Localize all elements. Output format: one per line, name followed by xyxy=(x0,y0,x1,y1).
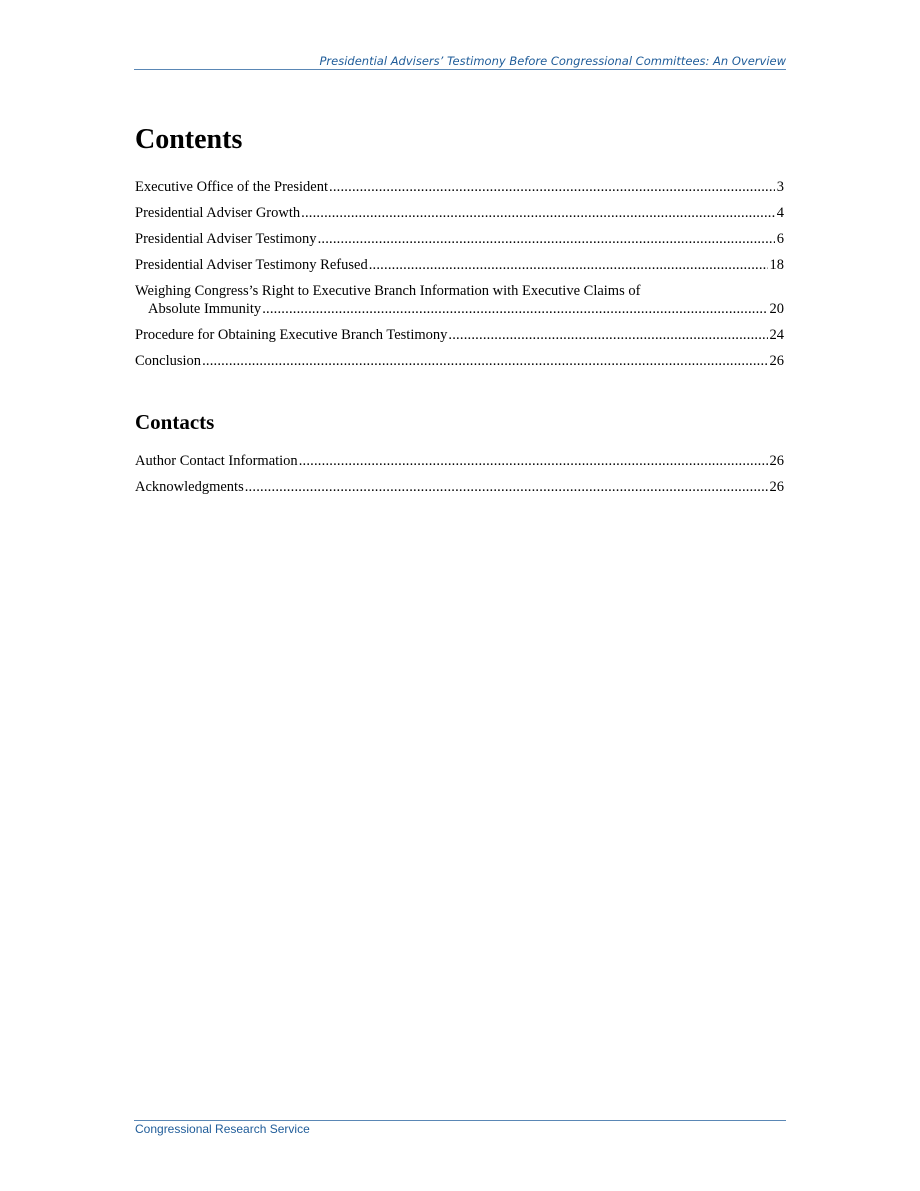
toc-entry-label: Procedure for Obtaining Executive Branch Testimony xyxy=(135,327,448,343)
dot-leader xyxy=(299,452,768,470)
contents-list xyxy=(135,178,784,378)
toc-entry-adviser-growth[interactable] xyxy=(135,204,784,222)
toc-entry-page: 26 xyxy=(769,453,784,469)
toc-entry-label: Presidential Adviser Testimony xyxy=(135,231,317,247)
toc-entry-label: Presidential Adviser Testimony Refused xyxy=(135,257,368,273)
toc-entry-page: 24 xyxy=(769,327,784,343)
toc-entry-page: 26 xyxy=(769,353,784,369)
toc-entry-procedure-testimony[interactable] xyxy=(135,326,784,344)
toc-entry-weighing-congress-right[interactable] xyxy=(135,282,784,318)
dot-leader xyxy=(318,230,775,248)
footer-organization: Congressional Research Service xyxy=(135,1122,310,1136)
toc-entry-adviser-testimony[interactable] xyxy=(135,230,784,248)
toc-entry-testimony-refused[interactable] xyxy=(135,256,784,274)
dot-leader xyxy=(262,300,767,318)
toc-entry-page: 20 xyxy=(769,301,784,317)
dot-leader xyxy=(369,256,768,274)
toc-entry-conclusion[interactable] xyxy=(135,352,784,370)
toc-entry-page: 4 xyxy=(776,205,784,221)
footer-divider xyxy=(134,1120,786,1121)
toc-entry-page: 26 xyxy=(769,479,784,495)
dot-leader xyxy=(202,352,767,370)
contacts-heading: Contacts xyxy=(135,410,215,434)
toc-entry-label: Presidential Adviser Growth xyxy=(135,205,301,221)
dot-leader xyxy=(245,478,768,496)
toc-entry-executive-office[interactable] xyxy=(135,178,784,196)
toc-entry-page: 6 xyxy=(776,231,784,247)
toc-entry-label-line2: Absolute Immunity xyxy=(148,301,262,317)
dot-leader xyxy=(448,326,767,344)
toc-entry-page: 3 xyxy=(776,179,784,195)
header-divider xyxy=(134,69,786,70)
toc-entry-label: Author Contact Information xyxy=(135,453,298,469)
dot-leader xyxy=(329,178,775,196)
toc-entry-label-line1: Weighing Congress’s Right to Executive Branch Information with Executive Claims of xyxy=(135,283,641,299)
dot-leader xyxy=(301,204,775,222)
toc-entry-label: Executive Office of the President xyxy=(135,179,328,195)
toc-entry-page: 18 xyxy=(769,257,784,273)
toc-entry-label: Acknowledgments xyxy=(135,479,244,495)
contents-heading: Contents xyxy=(135,124,243,155)
running-header-title: Presidential Advisers’ Testimony Before Congressional Committees: An Overview xyxy=(319,54,786,68)
contacts-list xyxy=(135,452,784,504)
toc-entry-label: Conclusion xyxy=(135,353,202,369)
toc-entry-acknowledgments[interactable] xyxy=(135,478,784,496)
toc-entry-author-contact[interactable] xyxy=(135,452,784,470)
